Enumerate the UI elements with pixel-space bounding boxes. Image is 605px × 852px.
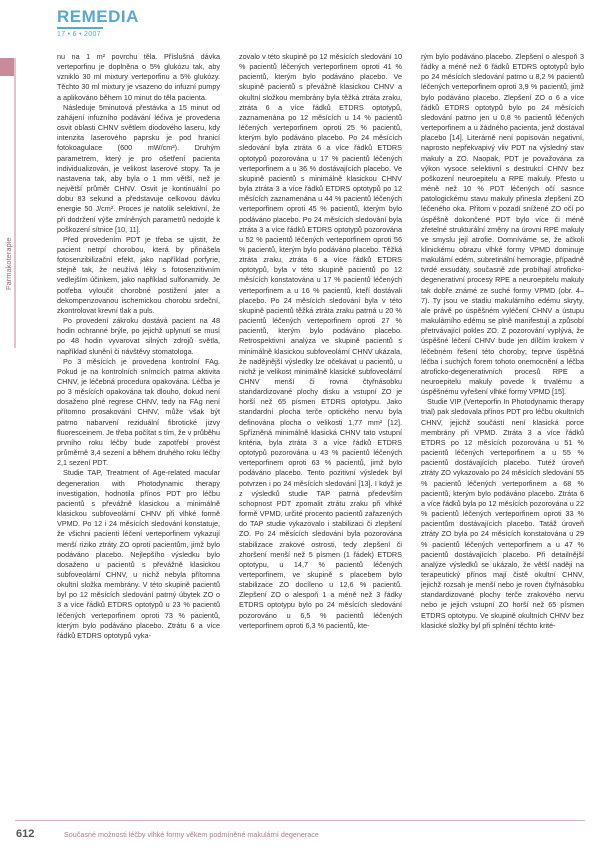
footer-divider — [15, 820, 585, 821]
paragraph: Studie TAP, Treatment of Age-related macular degeneration with Photodynamic therapy investigation, hodnotila přínos PDT pro léčbu pacientů s převážně klasickou a minimálně klasickou subfoveolární CHNV při vlhké formě VPMD. Po 12 i 24 měsících sledování konstatuje, že všichni pacienti léčení verteporfinem vykazují menší riziko ztráty ZO oproti pacientům, jimž bylo podáváno placebo. Nejlepšího výsledku bylo dosaženo u pacientů s převážně klasickou subfoveolární CHNV, u nichž nebyla přítomna okultní složka membrány. V této skupině pacientů byl po 12 měsících sledování patrný úbytek ZO o 3 a více řádků ETDRS optotypů u 23 % pacientů léčených verteporfinem oproti 73 % pacientů, kterým bylo podáváno placebo. Ztrátu 6 a více řádků ETDRS optotypů vyka- — [57, 468, 220, 640]
section-label-text: Farmakoterapie — [4, 237, 13, 290]
paragraph: Po provedení zákroku dostává pacient na 48 hodin ochranné brýle, po jejichž uplynutí se musí po 48 hodin vyvarovat silných zdrojů světla, například slunění či návštěvy stomatologa. — [57, 316, 220, 356]
text-column-1 — [57, 52, 220, 810]
running-footer-title: Současné možnosti léčby vlhké formy věkem podmíněné makulární degenerace — [64, 830, 319, 839]
logo-underline — [57, 27, 103, 29]
paragraph: Studie VIP (Verteporfin In Photodynamic therapy trial) pak sledovala přínos PDT pro léčbu okultních CHNV, jejichž součástí není klasická porce membrány při VPMD. Ztráta 3 a více řádků ETDRS po 12 měsících pozorována u 51 % pacientů léčených verteporfinem a u 55 % pacientů dostávajících placebo. Tutéž úroveň ztráty ZO vykazovalo po 24 měsících sledování 55 % pacientů léčených verteporfinem a 68 % pacientů, kterým bylo podáváno placebo. Ztráta 6 a více řádků byla po 12 měsících pozorována u 22 % pacientů léčených verteporfinem oproti 33 % pacientům dostávajících placebo. Tatáž úroveň ztráty ZO byla po 24 měsících konstatována u 29 % pacientů léčených verteporfinem a u 47 % pacientů dostávajících placebo. Při detailnější analýze výsledků se ukázalo, že větší naději na terapeutický přínos mají čistě okultní CHNV, jejichž rozsah je menší nebo je roven čtyřnásobku standardizované plochy terče zrakového nervu nebo je jejich vstupní ZO horší než 65 písmen ETDRS optotypu. Ve skupině okultních CHNV bez klasické složky byl při splnění těchto krité- — [421, 397, 584, 630]
journal-header — [57, 8, 139, 38]
journal-logo-text: REMEDIA — [57, 7, 139, 26]
issue-info: 17 • 6 • 2007 — [57, 31, 101, 38]
section-side-rule — [14, 58, 16, 348]
paragraph: Po 3 měsících je provedena kontrolní FAg. Pokud je na kontrolních snímcích patrna aktivita CHNV, je léčebná procedura opakována. Léčba je po 3 měsících opakována tak dlouho, dokud není dosaženo plné regrese CHNV, tedy na FAg není přítomno prosakování CHNV, může však být patrno nabarvení reziduální fibrotické jizvy fluoresceinem. Je třeba počítat s tím, že v průběhu prvního roku léčby bude zapotřebí provést průměrně 3,4 sezení a během druhého roku léčby 2,1 sezení PDT. — [57, 356, 220, 468]
paragraph: nu na 1 m² povrchu těla. Příslušná dávka verteporfinu je doplněna o 5% glukózu tak, aby vzniklo 30 ml mixtury verteporfinu a 5% glukózy. Těchto 30 ml mixtury je vsazeno do infuzní pumpy a aplikováno během 10 minut do těla pacienta. — [57, 52, 220, 102]
article-body — [57, 52, 584, 810]
journal-logo — [57, 8, 139, 29]
section-label — [4, 200, 14, 290]
text-column-3 — [421, 52, 584, 810]
section-tab-marker — [0, 58, 14, 76]
text-column-2 — [239, 52, 402, 810]
page-number: 612 — [16, 828, 35, 840]
paragraph: Následuje 5minutová přestávka a 15 minut od zahájení infuzního podávání léčiva je provedena osvit oblasti CHNV světlem diodového laseru, kdy intenzita laserového paprsku je pod hranicí fotokoagulace (600 mW/cm²). Druhým parametrem, který je pro ošetření pacienta individualizován, je velikost laserové stopy. Ta je nastavena tak, aby byla o 1 mm větší, než je největší průměr CHNV. Osvit je kontinuální po dobu 83 sekund a představuje celkovou dávku energie 50 J/cm². Proces je natolik selektivní, že při dodržení výše zmíněných parametrů nedojde k poškození sítnice [10, 11]. — [57, 102, 220, 234]
paragraph: Před provedením PDT je třeba se ujistit, že pacient netrpí chorobou, která by přinášela fotosenzibilizační efekt, jako například porfyrie, stejně tak, že neužívá léky s fotosenzitivním vedlejším účinkem, jako například sulfonamidy. Je potřeba vyloučit chorobné postižení jater a dekompenzovanou ischemickou chorobu srdeční, zkontrolovat krevní tlak a puls. — [57, 234, 220, 315]
paragraph: zovalo v této skupině po 12 měsících sledování 10 % pacientů léčených verteporfinem oproti 41 % pacientů, kterým bylo podáváno placebo. Ve skupině pacientů s převážně klasickou CHNV a okultní složkou membrány byla těžká ztráta zraku, ztráta 6 a více řádků ETDRS optotypů, zaznamenána po 12 měsících u 14 % pacientů léčených verteporfinem oproti 25 % pacientů, kterým bylo podáváno placebo. Po 24 měsících sledování byla ztráta 6 a více řádků ETDRS optotypů pozorována u 17 % pacientů léčených verteporfinem a u 36 % dostávajících placebo. Ve skupině pacientů s minimálně klasickou CHNV byla ztráta 3 a více řádků ETDRS optotypů po 12 měsících zaznamenána u 44 % pacientů léčených verteporfinem oproti 45 % pacientů, kterým bylo podáváno placebo. Po 24 měsících sledování byla ztráta 3 a více řádků ETDRS optotypů pozorována u 52 % pacientů léčených verteporfinem oproti 56 % pacientů, kterým bylo podáváno placebo. Těžká ztráta zraku, ztráta 6 a více řádků ETDRS optotypů, byla v této skupině pacientů po 12 měsících konstatována u 17 % pacientů léčených verteporfinem a u 16 % pacientů, kteří dostávali placebo. Po 24 měsících sledování byla v této skupině pacientů těžká ztráta zraku patrná u 20 % pacientů léčených verteporfinem oproti 27 % pacientů, kterým bylo podáváno placebo. Retrospektivní analýza ve skupině pacientů s minimálně klasickou subfoveolární CHNV ukázala, že nadějnější výsledky lze očekávat u pacientů, u nichž je velikost minimálně klasické subfoveolární CHNV menší či rovna čtyřnásobku standardizované plochy disku a vstupní ZO je horší než 65 písmen ETDRS optotypu. Jako standardní plocha terče optického nervu byla definována plocha o velikosti 1,77 mm² [12]. Spřízněná minimálně klasická CHNV tato vstupní kritéria, byla ztráta 3 a více řádků ETDRS optotypů pozorována u 43 % pacientů léčených verteporfinem oproti 63 % pacientů, jimž bylo podáváno placebo. Tento pozitivní výsledek byl potvrzen i po 24 měsících sledování [13]. I když je z výsledků studie TAP patrná především schopnost PDT zpomalit ztrátu zraku při vlhké formě VPMD, určité procento pacientů zařazených do TAP studie vykazovalo i stabilizaci či zlepšení ZO. Po 24 měsících sledování byla pozorována stabilizace zrakové ostrosti, tedy zlepšení či zhoršení menší než 5 písmen (1 řádek) ETDRS optotypu, u 14,7 % pacientů léčených verteporfinem, ve skupině s placebem bylo stabilizace ZO docíleno u 12,6 % pacientů. Zlepšení ZO o alespoň 1 a méně než 3 řádky ETDRS optotypu bylo po 24 měsících sledování pozorováno u 6,5 % pacientů léčených verteporfinem oproti 6,3 % pacientů, kte- — [239, 52, 402, 630]
paragraph: rým bylo podáváno placebo. Zlepšení o alespoň 3 řádky a méně než 6 řádků ETDRS optotypů bylo po 24 měsících sledování patrno u 8,2 % pacientů léčených verteporfinem oproti 3,9 % pacientů, jimž bylo podáváno placebo. Zlepšení ZO o 6 a více řádků ETDRS optotypů bylo po 24 měsících sledování patrno jen u 0,8 % pacientů léčených verteporfinem a u žádného pacienta, jenž dostával placebo [14]. Literárně není popisován negativní, naprosto nepřekvapivý vliv PDT na výsledný stav makuly a ZO. Naopak, PDT je považována za výkon vysoce selektivní s destrukcí CHNV bez poškození neuroepitelu a RPE makuly. Přesto u méně než 10 % PDT léčených očí sasnce patologickému stavu makuly přinesla zlepšení ZO léčeného oka. Přitom v pozadí snížené ZO očí po úspěšně dokončené PDT bylo více či méně zřetelné strukturální změny na úrovni RPE makuly ve smyslu její atrofie. Domníváme se, že ačkoli klinickému obrazu vlhké formy VPMD dominuje makulární edém, subretinální hemoragie, případně tvrdé exsudáty, současně zde probíhají atroficko-degenerativní procesy RPE a neuroepitelu makuly tak dobře známé ze suché formy VPMD (obr. 4–7). Ty jsou ve stadiu makulárního edému skryty, ale právě po úspěšném vyléčení CHNV a ústupu makulárního edému se plně manifestují a způsobí přetrvávající pokles ZO. Z pozorování vyplývá, že úspěšné léčení CHNV bude jen dílčím krokem v léčebném řešení této choroby; teprve úspěšná léčba i suchých forem tohoto onemocnění a léčba atroficko-degenerativních procesů RPE a neuroepitelu makuly povede k trvalému a úspěšnému vyřešení vlhké formy VPMD [15]. — [421, 52, 584, 397]
